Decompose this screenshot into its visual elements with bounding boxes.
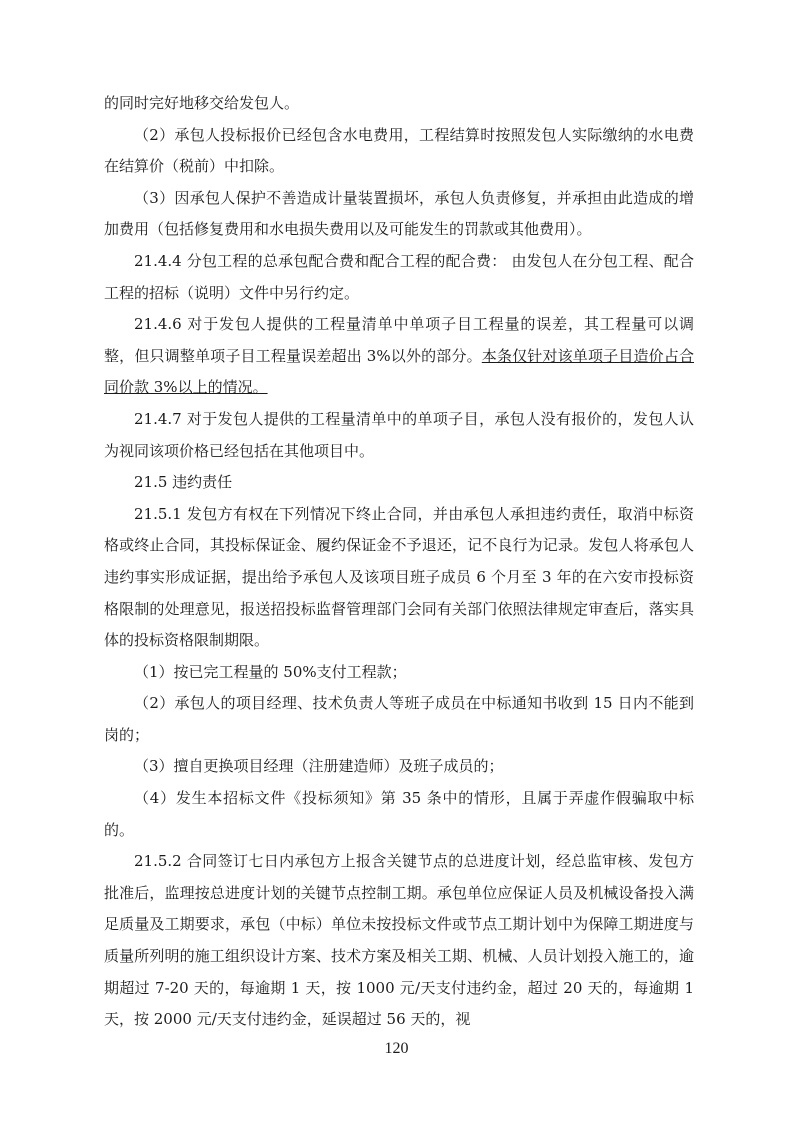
paragraph-text: 21.4.6 对于发包人提供的工程量清单中单项子目工程量的误差，其工程量可以调整，但只调整单项子目工程量误差超出 3%以外的部分。 (104, 315, 694, 365)
paragraph (104, 309, 694, 404)
list-item: （2）承包人的项目经理、技术负责人等班子成员在中标通知书收到 15 日内不能到岗的； (104, 694, 694, 744)
document-body (104, 88, 694, 1036)
underlined-text: 本条仅针对该单项子目造价占合同价款 3%以上的情况。 (104, 346, 694, 397)
list-item: （1）按已完工程量的 50%支付工程款； (134, 662, 407, 681)
paragraph: 21.5.1 发包方有权在下列情况下终止合同，并由承包人承担违约责任，取消中标资格或终止合同，其投标保证金、履约保证金不予退还，记不良行为记录。发包人将承包人违约事实形成证据，提出给予承包人及该项目班子成员 6 个月至 3 年的在六安市投标资格限制的处理意见，报送招投标监督管理部门会同有关部门依照法律规定审查后，落实具体的投标资格限制期限。 (104, 504, 694, 650)
section-heading: 21.5 违约责任 (134, 473, 233, 492)
paragraph: （3）因承包人保护不善造成计量装置损坏，承包人负责修复，并承担由此造成的增加费用（包括修复费用和水电损失费用以及可能发生的罚款或其他费用）。 (104, 188, 694, 239)
paragraph: （2）承包人投标报价已经包含水电费用，工程结算时按照发包人实际缴纳的水电费在结算价（税前）中扣除。 (104, 125, 694, 176)
paragraph: 21.4.4 分包工程的总承包配合费和配合工程的配合费： 由发包人在分包工程、配合工程的招标（说明）文件中另行约定。 (104, 251, 694, 302)
paragraph: 21.5.2 合同签订七日内承包方上报含关键节点的总进度计划，经总监审核、发包方批准后，监理按总进度计划的关键节点控制工期。承包单位应保证人员及机械设备投入满足质量及工期要求，承包（中标）单位未按投标文件或节点工期计划中为保障工期进度与质量所列明的施工组织设计方案、技术方案及相关工期、机械、人员计划投入施工的，逾期超过 7-20 天的，每逾期 1 天，按 1000 元/天支付违约金，超过 20 天的，每逾期 1 天，按 2000 元/天支付违约金，延误超过 56 天的，视 (104, 852, 694, 1029)
page-number: 120 (384, 1040, 409, 1057)
list-item: （4）发生本招标文件《投标须知》第 35 条中的情形，且属于弄虚作假骗取中标的。 (104, 789, 694, 839)
list-item: （3）擅自更换项目经理（注册建造师）及班子成员的； (134, 757, 504, 776)
paragraph: 21.4.7 对于发包人提供的工程量清单中的单项子目，承包人没有报价的，发包人认为视同该项价格已经包括在其他项目中。 (104, 409, 694, 460)
paragraph: 的同时完好地移交给发包人。 (104, 94, 300, 112)
